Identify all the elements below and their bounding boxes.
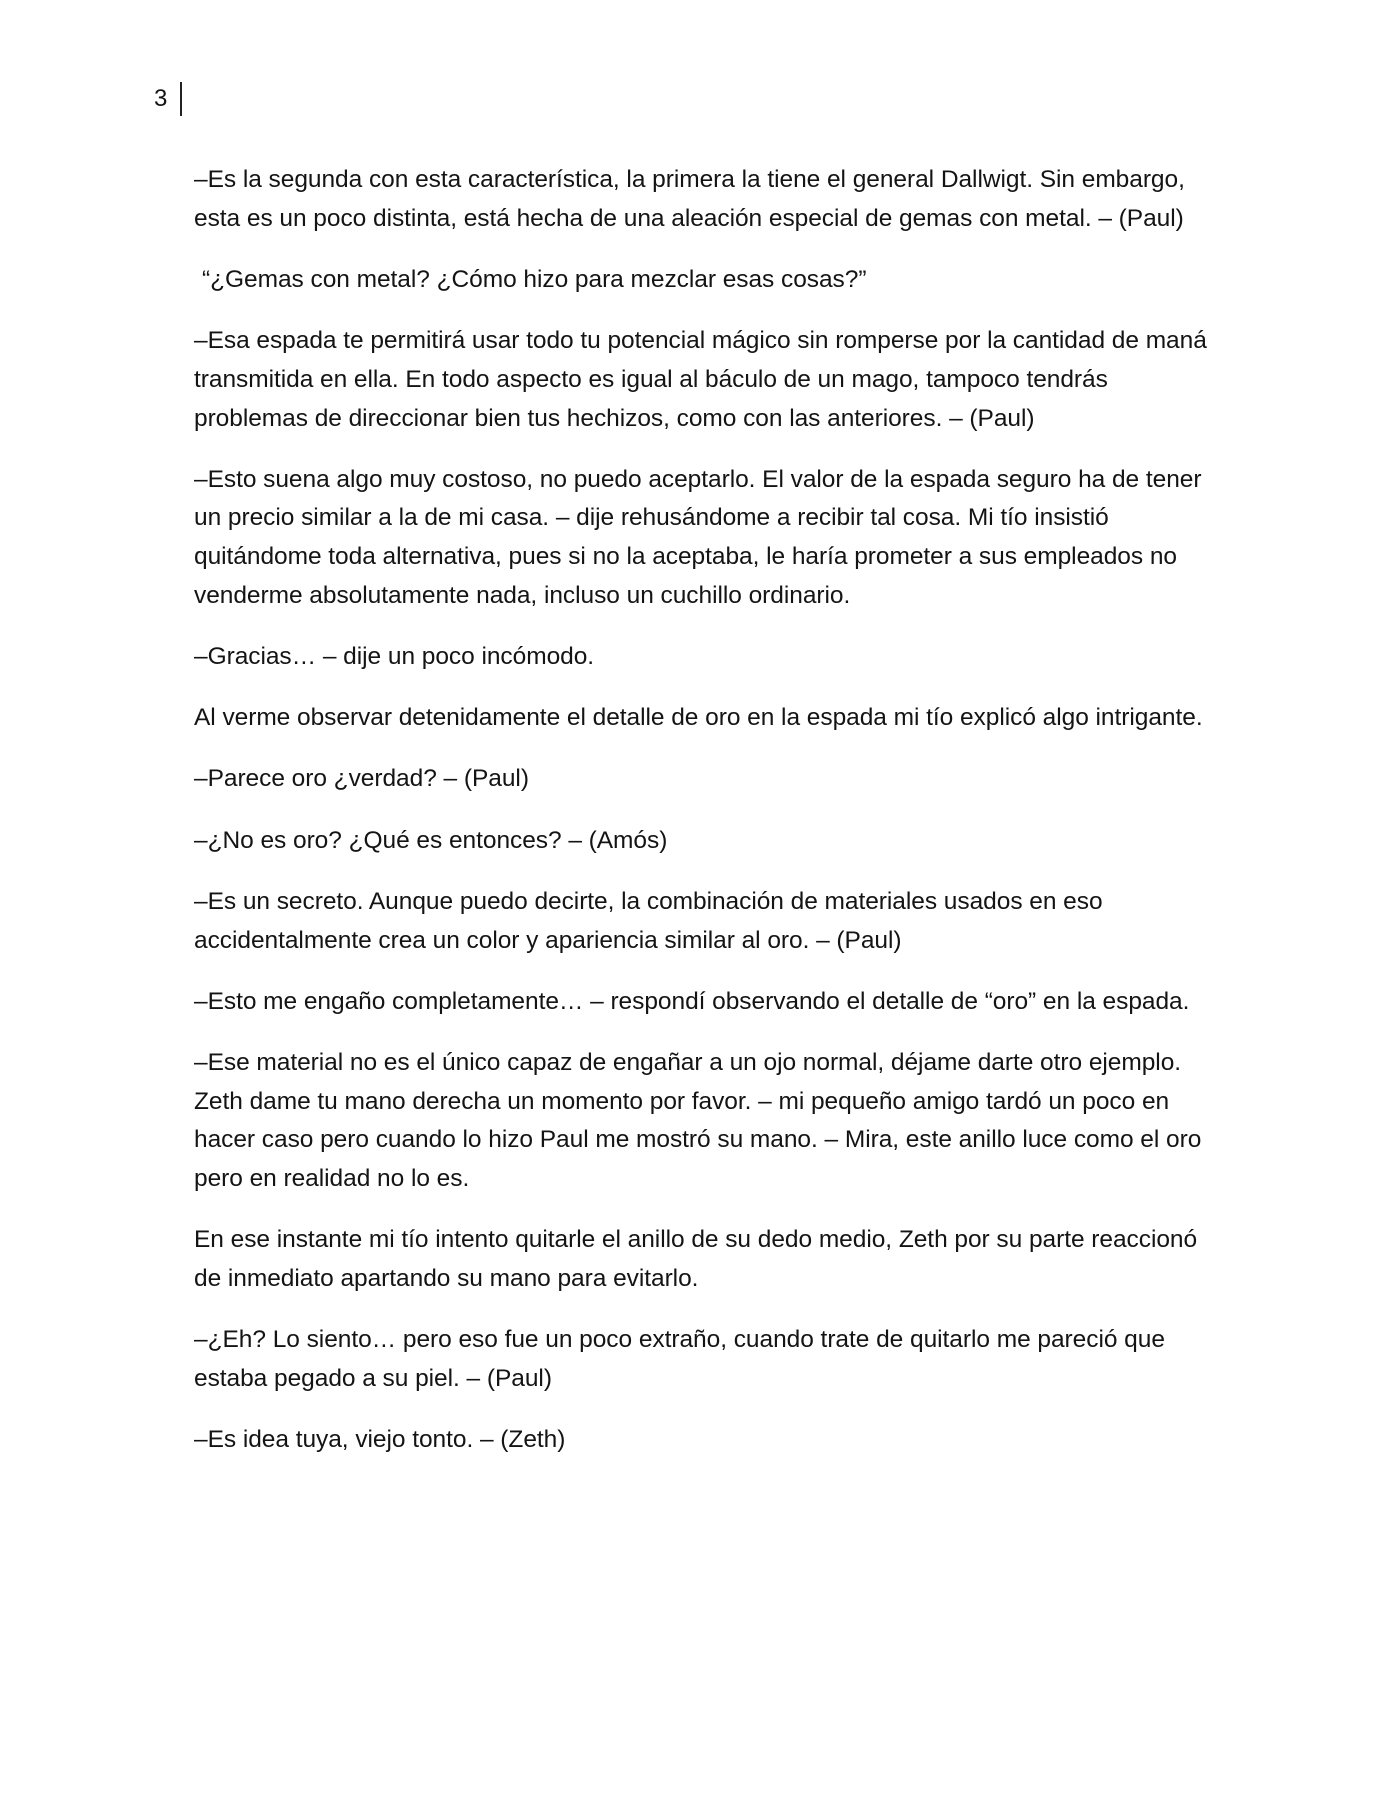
paragraph: –¿Eh? Lo siento… pero eso fue un poco extraño, cuando trate de quitarlo me pareció que estaba pegado a su piel. – (Paul)	[194, 1326, 1165, 1392]
paragraph: –Ese material no es el único capaz de engañar a un ojo normal, déjame darte otro ejemplo. Zeth dame tu mano derecha un momento por favor. – mi pequeño amigo tardó un poco en hacer caso pero cuando lo hizo Paul me mostró su mano. – Mira, este anillo luce como el oro pero en realidad no lo es.	[194, 1048, 1202, 1193]
paragraph: –Esto suena algo muy costoso, no puedo aceptarlo. El valor de la espada seguro ha de tener un precio similar a la de mi casa. – dije rehusándome a recibir tal cosa. Mi tío insistió quitándome toda alternativa, pues si no la aceptaba, le haría prometer a sus empleados no venderme absolutamente nada, incluso un cuchillo ordinario.	[194, 465, 1202, 609]
paragraph: “¿Gemas con metal? ¿Cómo hizo para mezclar esas cosas?”	[202, 265, 867, 293]
body-text	[194, 161, 1222, 1482]
paragraph: –Es la segunda con esta característica, la primera la tiene el general Dallwigt. Sin embargo, esta es un poco distinta, está hecha de una aleación especial de gemas con metal. – (Paul)	[194, 166, 1185, 232]
page-header	[154, 82, 182, 116]
paragraph: –Esa espada te permitirá usar todo tu potencial mágico sin romperse por la cantidad de maná transmitida en ella. En todo aspecto es igual al báculo de un mago, tampoco tendrás problemas de direccionar bien tus hechizos, como con las anteriores. – (Paul)	[194, 327, 1207, 432]
page-number: 3	[154, 85, 168, 112]
paragraph: En ese instante mi tío intento quitarle el anillo de su dedo medio, Zeth por su parte reaccionó de inmediato apartando su mano para evitarlo.	[194, 1226, 1198, 1292]
paragraph: –Es idea tuya, viejo tonto. – (Zeth)	[194, 1426, 566, 1454]
paragraph: –Parece oro ¿verdad? – (Paul)	[194, 765, 529, 793]
header-divider	[180, 82, 182, 116]
paragraph: –¿No es oro? ¿Qué es entonces? – (Amós)	[194, 826, 668, 854]
paragraph: –Esto me engaño completamente… – respondí observando el detalle de “oro” en la espada.	[194, 987, 1190, 1015]
paragraph: Al verme observar detenidamente el detalle de oro en la espada mi tío explicó algo intrigante.	[194, 704, 1203, 732]
paragraph: –Es un secreto. Aunque puedo decirte, la combinación de materiales usados en eso accidentalmente crea un color y apariencia similar al oro. – (Paul)	[194, 887, 1103, 954]
paragraph: –Gracias… – dije un poco incómodo.	[194, 643, 595, 671]
